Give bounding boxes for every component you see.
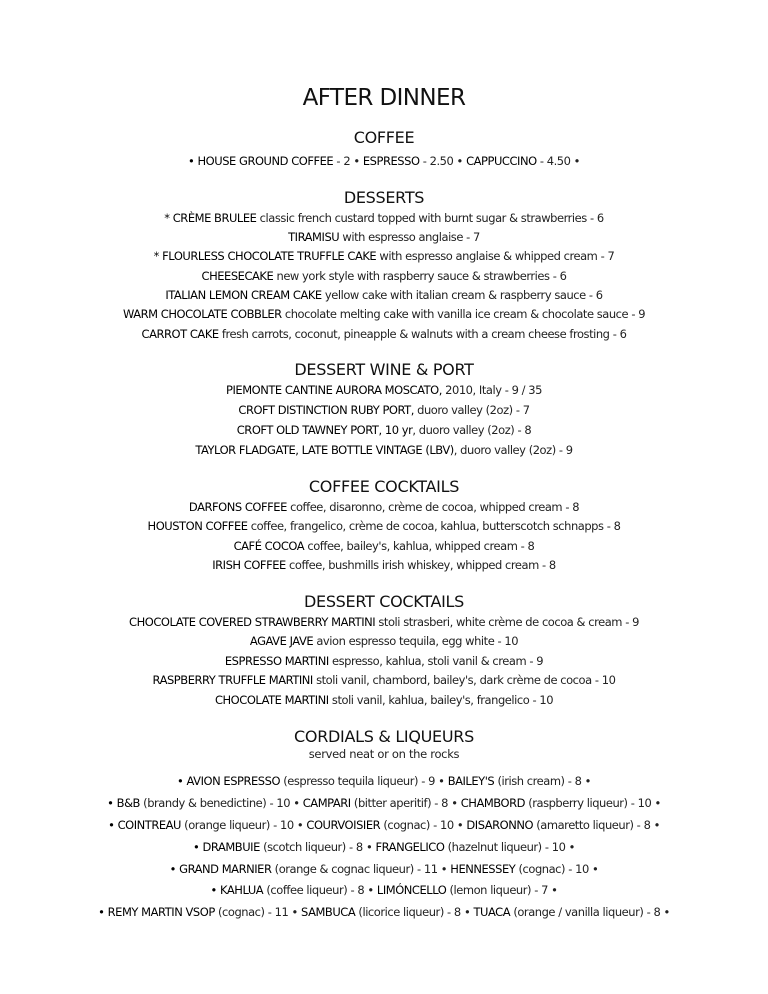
item-name: CAFÉ COCOA [233,539,305,553]
section-subheading: served neat or on the rocks [308,747,460,761]
item-name: • B&B [107,796,140,810]
item-name: CROFT OLD TAWNEY PORT, 10 yr [236,423,413,437]
item-desc: with espresso anglaise - 7 [339,230,480,244]
item-desc: (lemon liqueur) - 7 • [446,883,558,897]
section-heading-dessert-cocktails: DESSERT COCKTAILS [303,592,465,611]
item-name: DARFONS COFFEE [188,500,287,514]
cordials-line [0,795,768,811]
item-name: CARROT CAKE [141,327,219,341]
item-name: TIRAMISU [288,230,340,244]
page-title: AFTER DINNER [302,85,466,111]
item-name: IRISH COFFEE [212,558,286,572]
cordials-line [0,817,768,833]
menu-item [0,557,768,573]
menu-item [0,306,768,322]
menu-item [0,210,768,226]
item-desc: (scotch liqueur) - 8 • [259,840,376,854]
item-name: WARM CHOCOLATE COBBLER [122,307,282,321]
item-name: SAMBUCA [301,905,356,919]
item-desc: duoro valley (2oz) - 7 [413,403,530,417]
item-name: PIEMONTE CANTINE AURORA MOSCATO, [226,383,442,397]
menu-item [0,614,768,630]
section-heading-cordials: CORDIALS & LIQUEURS [294,727,474,746]
menu-item [0,402,768,418]
item-desc: (licorice liqueur) - 8 • [355,905,474,919]
cordials-line [0,882,768,898]
item-desc: stoli vanil, chambord, bailey's, dark crème de cocoa - 10 [312,673,616,687]
item-name: HOUSTON COFFEE [147,519,248,533]
item-desc: - 4.50 • [536,154,580,168]
item-name: • REMY MARTIN VSOP [98,905,215,919]
item-desc: yellow cake with italian cream & raspberry sauce - 6 [321,288,603,302]
item-desc: (cognac) - 11 • [214,905,302,919]
menu-item [0,692,768,708]
item-name: TAYLOR FLADGATE, LATE BOTTLE VINTAGE (LBV) [195,443,454,457]
item-desc: coffee, bailey's, kahlua, whipped cream - 8 [304,539,535,553]
coffee-line [0,153,768,169]
item-desc: new york style with raspberry sauce & strawberries - 6 [273,269,567,283]
item-desc: stoli strasberi, white crème de cocoa & cream - 9 [375,615,639,629]
item-desc: (coffee liqueur) - 8 • [263,883,377,897]
item-name: HENNESSEY [450,862,516,876]
item-desc: (raspberry liqueur) - 10 • [525,796,661,810]
item-name: RASPBERRY TRUFFLE MARTINI [152,673,313,687]
menu-item [0,248,768,264]
menu-item [0,518,768,534]
item-name: FRANGELICO [375,840,445,854]
menu-item [0,382,768,398]
item-name: • DRAMBUIE [193,840,260,854]
item-name: CHEESECAKE [201,269,274,283]
item-name: ITALIAN LEMON CREAM CAKE [165,288,322,302]
item-name: CHOCOLATE COVERED STRAWBERRY MARTINI [129,615,376,629]
section-heading-coffee: COFFEE [353,128,415,147]
item-desc: coffee, frangelico, crème de cocoa, kahlua, butterscotch schnapps - 8 [247,519,621,533]
item-name: CHAMBORD [460,796,526,810]
item-name: CROFT DISTINCTION RUBY PORT, [238,403,414,417]
item-name: • HOUSE GROUND COFFEE [188,154,334,168]
item-name: CAPPUCCINO [466,154,537,168]
item-name: AGAVE JAVE [249,634,314,648]
item-name: • AVION ESPRESSO [177,774,281,788]
item-desc: - 2 • [333,154,363,168]
item-name: • KAHLUA [210,883,264,897]
item-desc: coffee, disaronno, crème de cocoa, whipped cream - 8 [286,500,580,514]
item-desc: (orange & cognac liqueur) - 11 • [271,862,451,876]
item-desc: classic french custard topped with burnt sugar & strawberries - 6 [256,211,604,225]
item-name: * FLOURLESS CHOCOLATE TRUFFLE CAKE [153,249,377,263]
item-desc: , duoro valley (2oz) - 8 [412,423,532,437]
cordials-line [0,773,768,789]
item-desc: coffee, bushmills irish whiskey, whipped cream - 8 [285,558,556,572]
menu-item [0,268,768,284]
item-desc: (orange liqueur) - 10 • [180,818,307,832]
item-desc: (bitter aperitif) - 8 • [350,796,461,810]
item-desc: (cognac) - 10 • [515,862,599,876]
item-name: BAILEY'S [447,774,495,788]
item-desc: espresso, kahlua, stoli vanil & cream - 9 [328,654,544,668]
menu-item [0,326,768,342]
item-desc: (orange / vanilla liqueur) - 8 • [510,905,670,919]
item-name: • GRAND MARNIER [169,862,272,876]
item-desc: (brandy & benedictine) - 10 • [139,796,303,810]
item-name: LIMÓNCELLO [376,883,447,897]
item-name: COURVOISIER [306,818,381,832]
item-name: CHOCOLATE MARTINI [214,693,329,707]
menu-item [0,633,768,649]
item-desc: , duoro valley (2oz) - 9 [453,443,573,457]
item-name: TUACA [473,905,511,919]
item-desc: fresh carrots, coconut, pineapple & walnuts with a cream cheese frosting - 6 [218,327,627,341]
item-name: * CRÈME BRULEE [164,211,257,225]
cordials-line [0,839,768,855]
item-name: ESPRESSO MARTINI [224,654,329,668]
item-desc: (hazelnut liqueur) - 10 • [444,840,575,854]
item-name: CAMPARI [302,796,351,810]
cordials-line [0,861,768,877]
menu-item [0,442,768,458]
item-desc: - 2.50 • [419,154,467,168]
item-desc: avion espresso tequila, egg white - 10 [313,634,519,648]
cordials-line [0,904,768,920]
item-desc: (cognac) - 10 • [380,818,467,832]
menu-item [0,229,768,245]
item-desc: (espresso tequila liqueur) - 9 • [280,774,448,788]
menu-item [0,653,768,669]
item-desc: (irish cream) - 8 • [494,774,591,788]
menu-item [0,538,768,554]
section-heading-desserts: DESSERTS [343,188,425,207]
item-desc: chocolate melting cake with vanilla ice cream & chocolate sauce - 9 [281,307,646,321]
item-name: ESPRESSO [362,154,420,168]
section-heading-coffee-cocktails: COFFEE COCKTAILS [308,477,460,496]
menu-item [0,287,768,303]
item-desc: (amaretto liqueur) - 8 • [533,818,660,832]
item-name: DISARONNO [466,818,534,832]
item-name: • COINTREAU [108,818,181,832]
menu-item [0,422,768,438]
section-heading-wine: DESSERT WINE & PORT [294,360,474,379]
item-desc: with espresso anglaise & whipped cream - 7 [376,249,615,263]
item-desc: stoli vanil, kahlua, bailey's, frangelico - 10 [328,693,554,707]
menu-item [0,672,768,688]
item-desc: 2010, Italy - 9 / 35 [441,383,542,397]
menu-item [0,499,768,515]
